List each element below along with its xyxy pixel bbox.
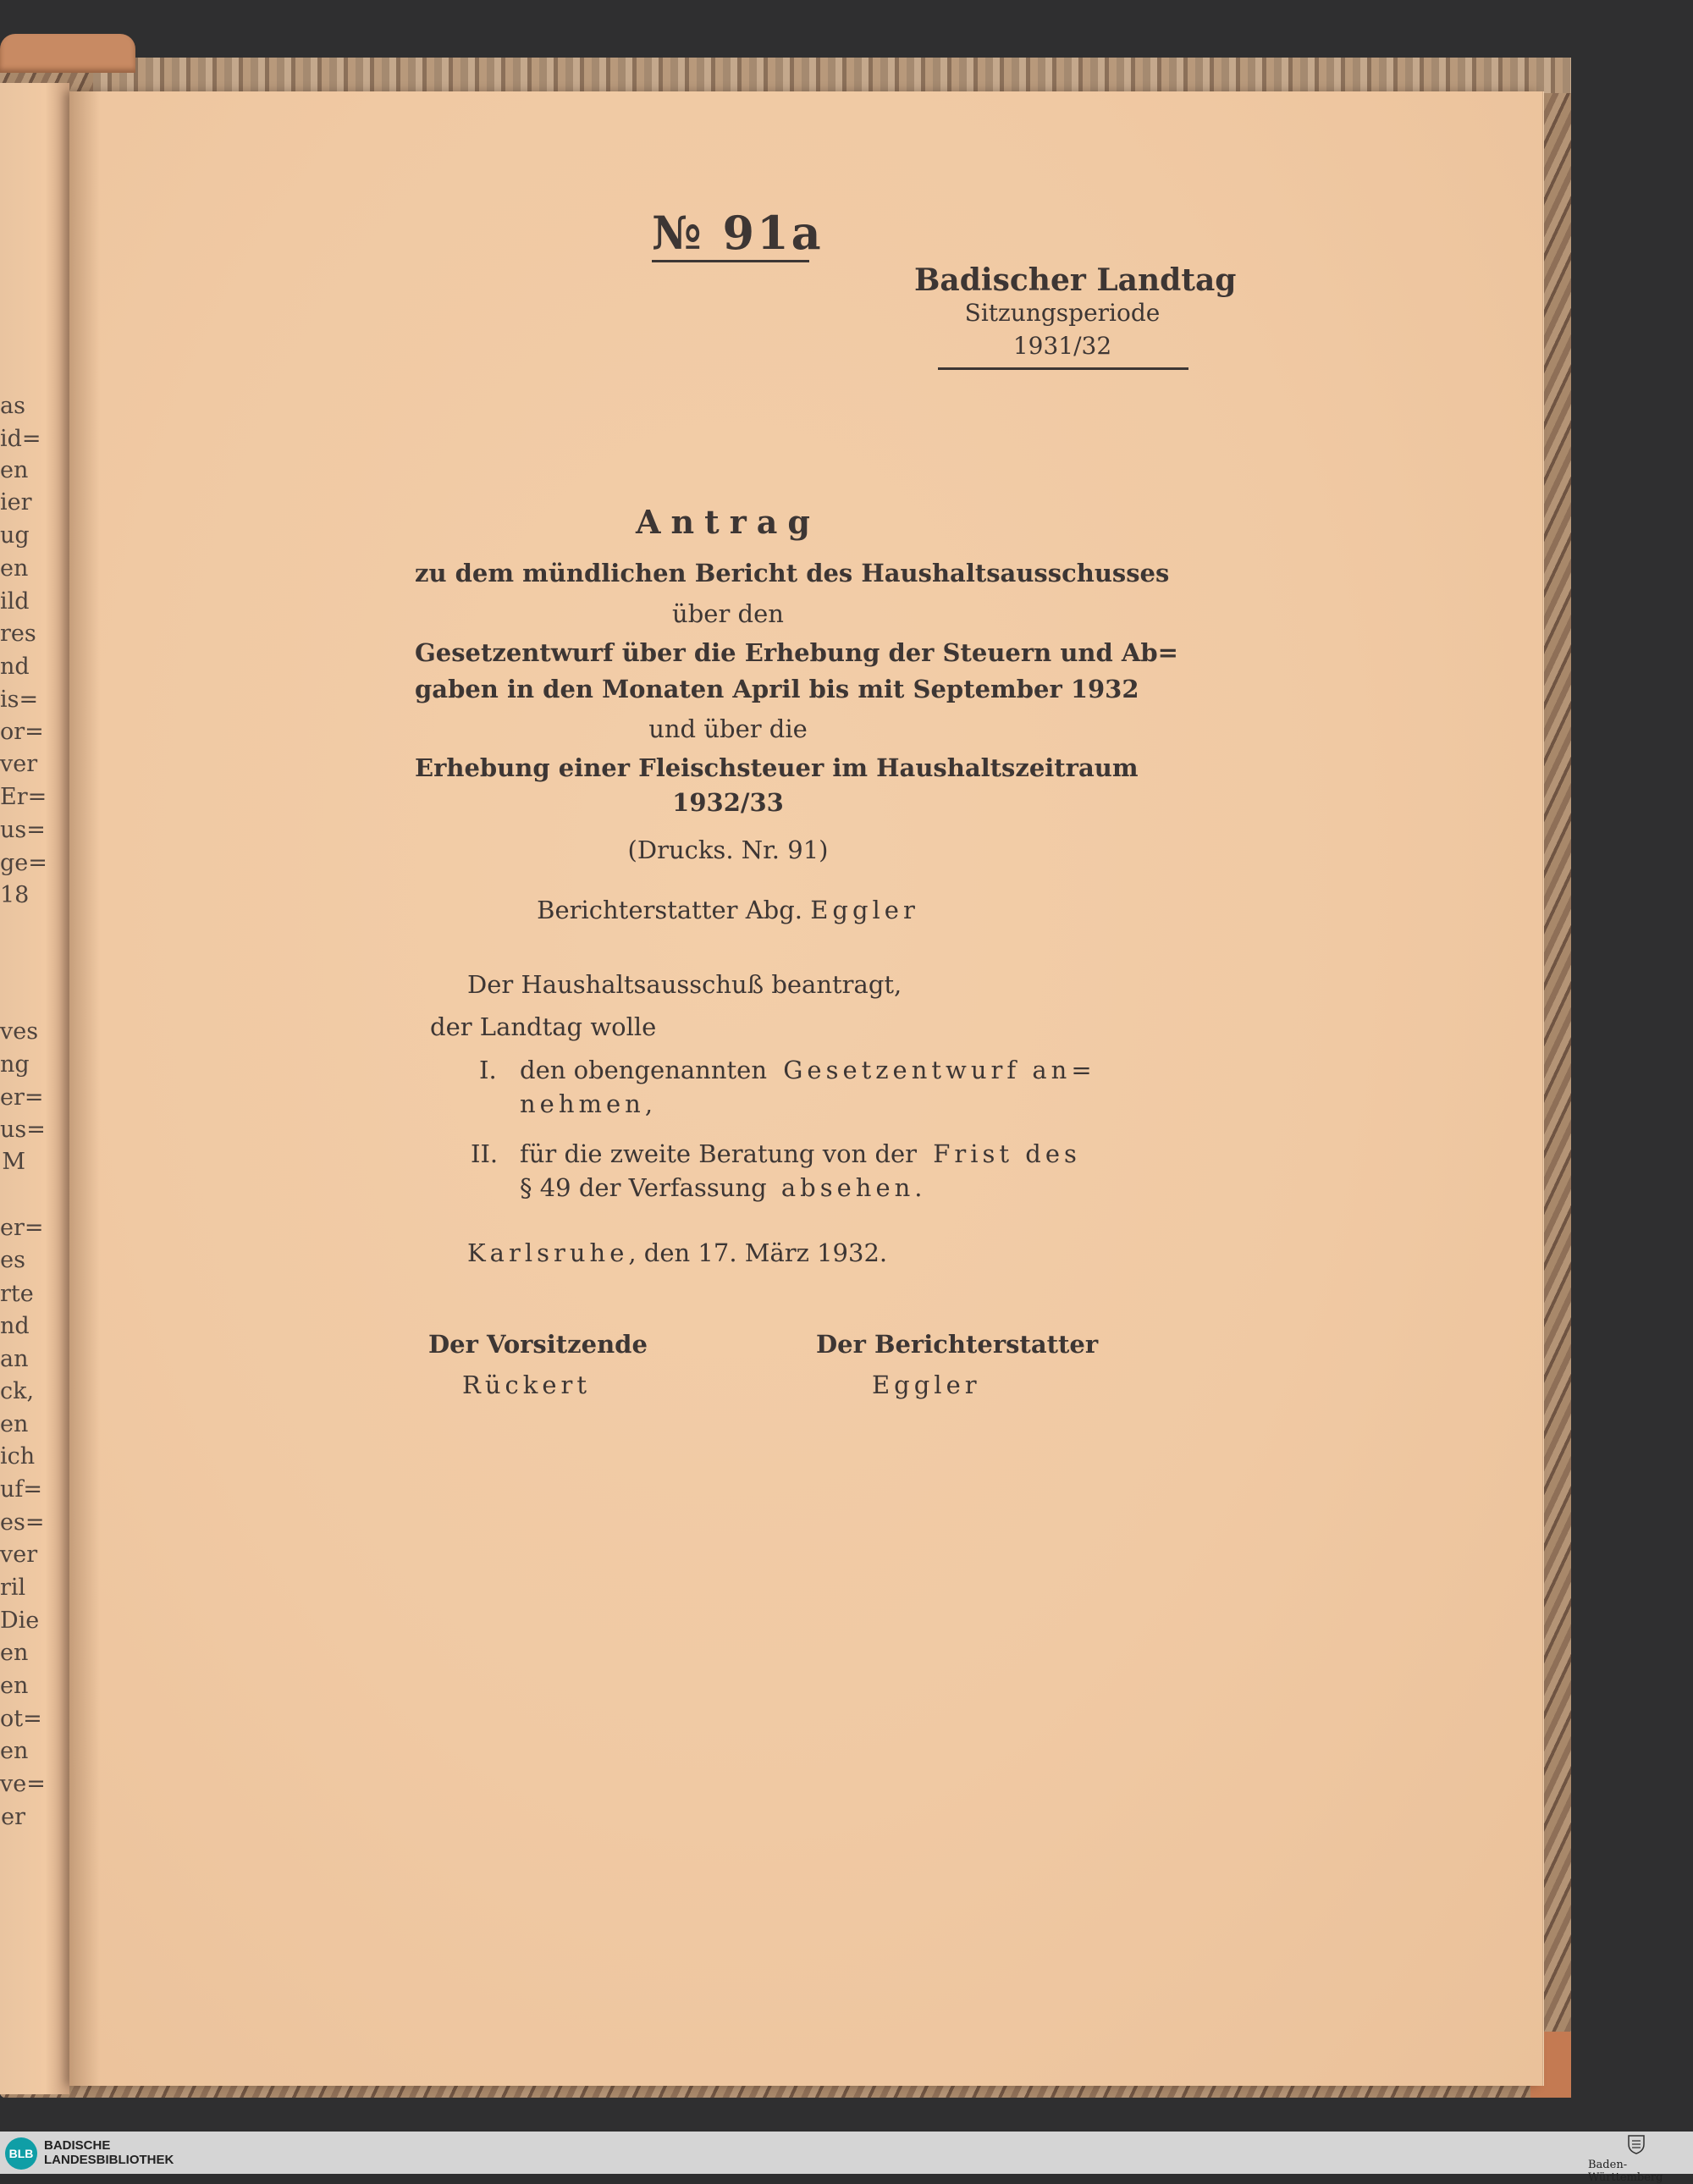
left-page-text-fragment: ier [0,489,32,516]
rapporteur-name: Eggler [810,896,919,924]
book-spine [0,34,135,73]
rapporteur-prefix: Berichterstatter Abg. [537,896,803,924]
left-page-text-fragment: en [0,1411,29,1437]
subject-line: zu dem mündlichen Bericht des Haushaltsausschusses [415,559,1170,587]
left-page-text-fragment: ich [0,1443,36,1470]
left-page-text-fragment: id= [0,426,41,452]
left-page-text-fragment: er [1,1804,25,1830]
left-page-text-fragment: er= [0,1084,44,1111]
signature-name: Eggler [872,1371,981,1399]
left-page-text-fragment: en [0,1738,29,1764]
document-number-underline [652,260,809,262]
signature-role: Der Vorsitzende [428,1330,648,1359]
left-page-text-fragment: ck, [0,1378,35,1404]
left-page-text-fragment: en [0,555,29,582]
left-page-text-fragment: us= [0,817,46,843]
subject-line: Gesetzentwurf über die Erhebung der Steuern und Ab= [415,638,1178,667]
left-page-text-fragment: en [0,457,29,483]
print-reference: (Drucks. Nr. 91) [627,836,829,864]
library-name-line: LANDESBIBLIOTHEK [44,2153,174,2167]
left-page-text-fragment: en [0,1640,29,1666]
left-page-text-fragment: ver [0,751,38,777]
item-text-spaced: Frist des [933,1139,1081,1168]
state-crest-icon [1627,2134,1646,2154]
item-text-plain: § 49 der Verfassung [520,1173,767,1202]
left-page-text-fragment: an [0,1346,29,1372]
item-numeral: II. [471,1139,499,1168]
left-page-text-fragment: ril [0,1575,26,1601]
left-page-text-fragment: ge= [0,850,47,876]
left-page-text-fragment: us= [0,1117,46,1143]
date: , den 17. März 1932. [628,1238,888,1267]
left-page-text-fragment: Die [0,1608,40,1634]
motion-intro: Der Haushaltsausschuß beantragt, [467,970,902,999]
place-date [467,1238,888,1267]
document-page [69,91,1542,2086]
signature-name: Rückert [462,1371,592,1399]
left-page-text-fragment: as [0,393,25,419]
item-text-spaced: absehen. [780,1173,927,1202]
state-label: Baden-Württemberg [1588,2159,1663,2184]
library-name-line: BADISCHE [44,2138,111,2153]
item-text [520,1058,1096,1083]
subject-line: über den [672,599,784,628]
header-period-label: Sitzungsperiode [964,299,1161,327]
subject-line: gaben in den Monaten April bis mit September 1932 [415,675,1139,703]
document-heading: Antrag [636,503,820,541]
subject-line: Erhebung einer Fleischsteuer im Haushaltszeitraum [415,753,1139,782]
signature-role: Der Berichterstatter [816,1330,1099,1359]
header-title: Badischer Landtag [914,262,1237,298]
left-page-text-fragment: ng [0,1051,30,1078]
left-page-text-fragment: ug [0,522,30,549]
left-page-text-fragment: or= [0,719,44,745]
item-numeral: I. [479,1056,497,1084]
header-underline [938,367,1188,370]
book-cover-top-edge [93,58,1571,93]
left-page-text-fragment: rte [0,1281,34,1307]
left-page-text-fragment: M [2,1149,25,1175]
subject-line: und über die [648,714,808,743]
document-number: № 91a [652,206,824,260]
left-page-text-fragment: es= [0,1509,45,1536]
blb-logo-icon[interactable]: BLB [5,2137,37,2170]
left-page-text-fragment: es [0,1247,25,1273]
left-page-text-fragment: Er= [0,784,47,810]
item-text-spaced: nehmen, [520,1089,658,1118]
left-page-text-fragment: ild [0,588,30,615]
header-period: 1931/32 [1012,332,1112,360]
left-page-text-fragment: ve= [0,1771,46,1797]
item-text-plain: für die zweite Beratung von der [520,1139,918,1168]
left-page-text-fragment: en [0,1673,29,1699]
left-page-text-fragment: 18 [0,882,30,908]
place: Karlsruhe [467,1238,629,1267]
left-page-text-fragment: res [0,620,36,647]
left-page-text-fragment: ves [0,1018,39,1045]
rapporteur-line [415,898,1041,923]
left-page-text-fragment: nd [0,654,30,680]
item-text-plain: den obengenannten [520,1056,768,1084]
left-page-text-fragment: ver [0,1541,38,1568]
page-fold-shadow [69,91,100,2086]
subject-line: 1932/33 [672,788,784,817]
library-name[interactable] [44,2138,174,2167]
item-text [520,1173,927,1202]
left-page-text-fragment: is= [0,687,39,713]
motion-intro: der Landtag wolle [430,1012,657,1041]
left-page-text-fragment: uf= [0,1476,43,1503]
viewer-footer [0,2132,1693,2184]
item-text [520,1139,1081,1168]
left-page-text-fragment: nd [0,1313,30,1339]
left-page-edge [0,83,69,2094]
left-page-text-fragment: ot= [0,1706,42,1732]
item-text-spaced: Gesetzentwurf an= [783,1056,1096,1084]
left-page-text-fragment: er= [0,1215,44,1241]
